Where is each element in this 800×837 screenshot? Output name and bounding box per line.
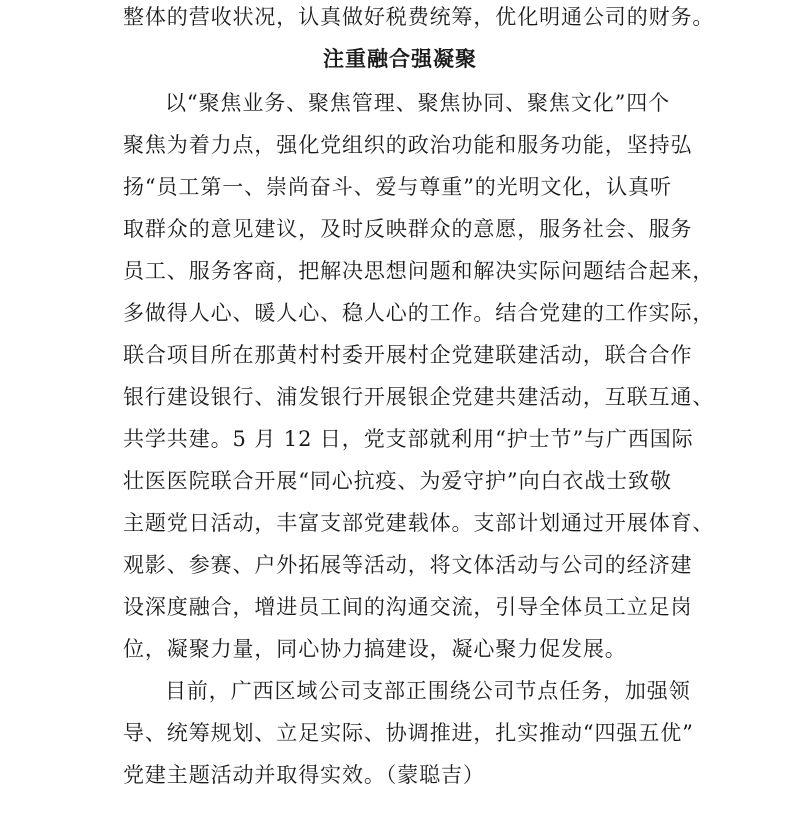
paragraph1-line: 取群众的意见建议，及时反映群众的意愿，服务社会、服务 (123, 217, 693, 241)
paragraph1-line: 扬“员工第一、崇尚奋斗、爱与尊重”的光明文化，认真听 (123, 175, 672, 199)
paragraph1-line: 设深度融合，增进员工间的沟通交流，引导全体员工立足岗 (123, 595, 693, 619)
paragraph1-line: 以“聚焦业务、聚焦管理、聚焦协同、聚焦文化”四个 (165, 91, 671, 115)
paragraph2-line: 党建主题活动并取得实效。（蒙聪吉） (123, 763, 485, 787)
paragraph1-line: 壮医医院联合开展“同心抗疫、为爱守护”向白衣战士致敬 (123, 469, 672, 493)
section-heading: 注重融合强凝聚 (323, 47, 477, 71)
paragraph1-line: 观影、参赛、户外拓展等活动，将文体活动与公司的经济建 (123, 553, 693, 577)
paragraph1-line: 多做得人心、暖人心、稳人心的工作。结合党建的工作实际， (123, 301, 715, 325)
paragraph1-line: 共学共建。5 月 12 日，党支部就利用“护士节”与广西国际 (123, 427, 694, 451)
paragraph1-line: 位，凝聚力量，同心协力搞建设，凝心聚力促发展。 (123, 637, 627, 661)
paragraph1-line: 员工、服务客商，把解决思想问题和解决实际问题结合起来， (123, 259, 715, 283)
paragraph2-line: 导、统筹规划、立足实际、协调推进，扎实推动“四强五优” (123, 721, 694, 745)
paragraph1-line: 联合项目所在那黄村村委开展村企党建联建活动，联合合作 (123, 343, 693, 367)
paragraph1-line: 聚焦为着力点，强化党组织的政治功能和服务功能，坚持弘 (123, 133, 693, 157)
top-text-line: 整体的营收状况，认真做好税费统筹，优化明通公司的财务。 (123, 5, 715, 29)
paragraph1-line: 银行建设银行、浦发银行开展银企党建共建活动，互联互通、 (123, 385, 715, 409)
paragraph2-line: 目前，广西区域公司支部正围绕公司节点任务，加强领 (165, 679, 691, 703)
paragraph1-line: 主题党日活动，丰富支部党建载体。支部计划通过开展体育、 (123, 511, 715, 535)
